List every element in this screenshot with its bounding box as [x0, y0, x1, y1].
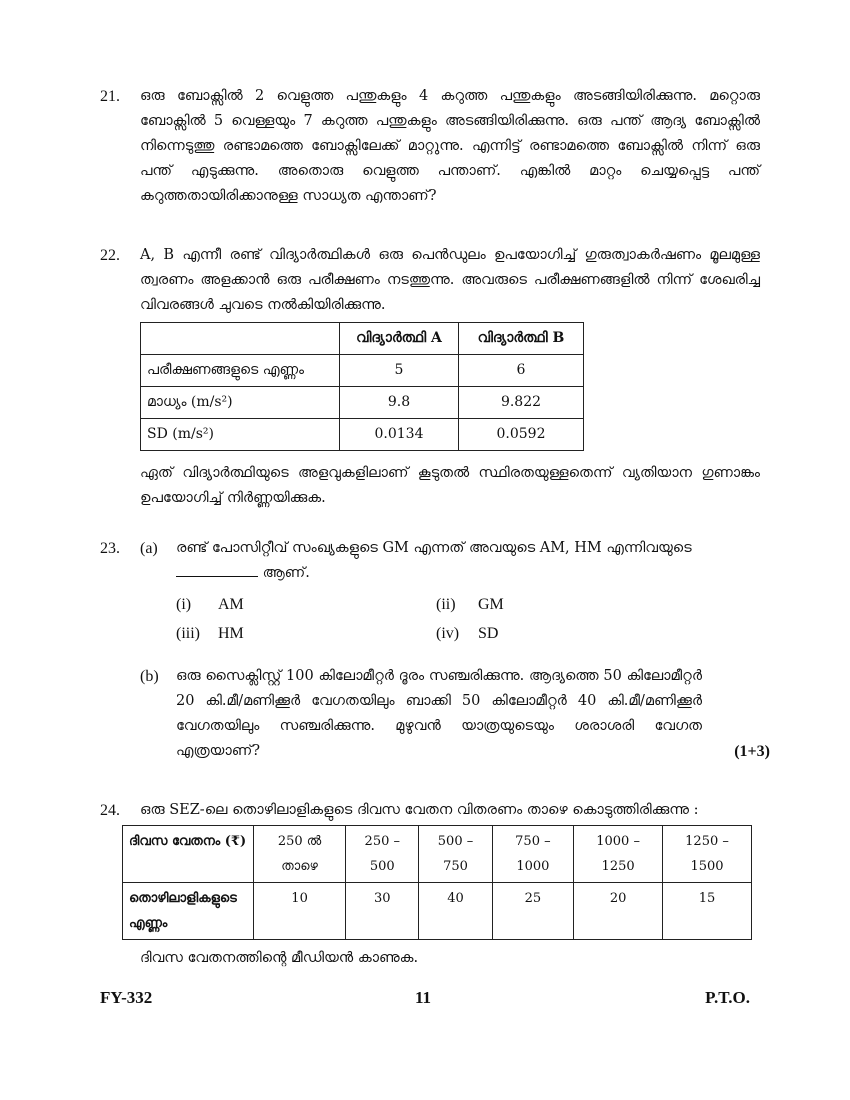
- class-interval: 1000 – 1250: [574, 826, 663, 883]
- sub-question-label: (b): [140, 668, 159, 685]
- table-header-row: [141, 323, 584, 355]
- frequency: 25: [492, 883, 574, 940]
- option: (ii) GM: [436, 596, 504, 613]
- page-number: 11: [415, 988, 432, 1007]
- frequency: 40: [419, 883, 492, 940]
- question-number: 22.: [100, 247, 120, 264]
- question-21: [100, 84, 760, 209]
- class-interval: 1250 – 1500: [663, 826, 752, 883]
- data-table: [140, 322, 584, 451]
- question-text: ഒരു SEZ-ലെ തൊഴിലാളികളുടെ ദിവസ വേതന വിതരണം താഴെ കൊടുത്തിരിക്കുന്നു :: [140, 802, 699, 818]
- question-text: രണ്ട് പോസിറ്റീവ് സംഖ്യകളുടെ GM എന്നത് അവയുടെ AM, HM എന്നിവയുടെ: [176, 540, 692, 556]
- question-text-end: ആണ്.: [262, 565, 310, 581]
- question-number: 21.: [100, 88, 120, 105]
- class-interval: 250 ൽ താഴെ: [254, 826, 346, 883]
- frequency: 30: [346, 883, 419, 940]
- answer-blank: [176, 562, 258, 577]
- table-cell: 5: [340, 355, 459, 387]
- sub-question-label: (a): [140, 540, 158, 557]
- footer-code: FY-332: [100, 988, 153, 1007]
- wage-table: [122, 825, 752, 940]
- question-number: 23.: [100, 540, 120, 557]
- table-cell: 0.0592: [459, 419, 584, 451]
- option: (iii) HM: [176, 625, 244, 642]
- table-row: [141, 355, 584, 387]
- table-header: [141, 323, 340, 355]
- class-interval: 750 – 1000: [492, 826, 574, 883]
- question-instruction: ഏത് വിദ്യാർത്ഥിയുടെ അളവുകളിലാണ് കൂടുതൽ സ്ഥിരതയുള്ളതെന്ന് വ്യതിയാന ഗുണാങ്കം ഉപയോഗിച്ച് നിർണ്ണയിക്കുക.: [140, 465, 760, 506]
- option: (i) AM: [176, 596, 244, 613]
- frequency: 15: [663, 883, 752, 940]
- question-number: 24.: [100, 802, 120, 819]
- table-cell: 0.0134: [340, 419, 459, 451]
- table-cell: 6: [459, 355, 584, 387]
- row-label: ദിവസ വേതനം (₹): [123, 826, 254, 883]
- frequency: 20: [574, 883, 663, 940]
- table-cell: SD (m/s²): [141, 419, 340, 451]
- table-row: [141, 387, 584, 419]
- table-row: [141, 419, 584, 451]
- pto-label: P.T.O.: [705, 988, 750, 1007]
- table-header: വിദ്യാർത്ഥി B: [459, 323, 584, 355]
- question-22: [100, 243, 760, 511]
- frequency: 10: [254, 883, 346, 940]
- question-text: ഒരു സൈക്ലിസ്റ്റ് 100 കിലോമീറ്റർ ദൂരം സഞ്ചരിക്കുന്നു. ആദ്യത്തെ 50 കിലോമീറ്റർ 20 കി.മീ/മണിക്കൂർ വേഗതയിലും ബാക്കി 50 കിലോമീറ്റർ 40 കി.മീ/മണിക്കൂർ വേഗതയിലും സഞ്ചരിക്കുന്നു. മുഴുവൻ യാത്രയുടെയും ശരാശരി വേഗത എത്രയാണ്?: [176, 668, 702, 759]
- question-23: [100, 536, 770, 764]
- table-row: [123, 883, 752, 940]
- sub-question-b: [140, 664, 770, 764]
- table-cell: 9.822: [459, 387, 584, 419]
- table-cell: മാധ്യം (m/s²): [141, 387, 340, 419]
- question-instruction: ദിവസ വേതനത്തിന്റെ മീഡിയൻ കാണുക.: [140, 950, 419, 966]
- question-text: ഒരു ബോക്സിൽ 2 വെളുത്ത പന്തുകളും 4 കറുത്ത പന്തുകളും അടങ്ങിയിരിക്കുന്നു. മറ്റൊരു ബോക്സിൽ 5 വെള്ളയും 7 കറുത്ത പന്തുകളും അടങ്ങിയിരിക്കുന്നു. ഒരു പന്ത് ആദ്യ ബോക്സിൽ നിന്നെടുത്തു രണ്ടാമത്തെ ബോക്സിലേക്ക് മാറ്റുന്നു. എന്നിട്ട് രണ്ടാമത്തെ ബോക്സിൽ നിന്ന് ഒരു പന്ത് എടുക്കുന്നു. അതൊരു വെളുത്ത പന്താണ്. എങ്കിൽ മാറ്റം ചെയ്യപ്പെട്ട പന്ത് കറുത്തതായിരിക്കാനുള്ള സാധ്യത എന്താണ്?: [140, 88, 760, 204]
- marks-label: (1+3): [734, 743, 770, 760]
- class-interval: 250 – 500: [346, 826, 419, 883]
- table-cell: പരീക്ഷണങ്ങളുടെ എണ്ണം: [141, 355, 340, 387]
- question-24: [100, 798, 760, 971]
- option: (iv) SD: [436, 625, 499, 642]
- sub-question-a: [140, 536, 760, 646]
- table-cell: 9.8: [340, 387, 459, 419]
- table-header: വിദ്യാർത്ഥി A: [340, 323, 459, 355]
- question-text: A, B എന്നീ രണ്ട് വിദ്യാർത്ഥികൾ ഒരു പെൻഡുലം ഉപയോഗിച്ച് ഗുരുത്വാകർഷണം മൂലമുള്ള ത്വരണം അളക്കാൻ ഒരു പരീക്ഷണം നടത്തുന്നു. അവരുടെ പരീക്ഷണങ്ങളിൽ നിന്ന് ശേഖരിച്ച വിവരങ്ങൾ ചുവടെ നൽകിയിരിക്കുന്നു.: [140, 247, 760, 313]
- options-list: [176, 592, 760, 646]
- table-row: [123, 826, 752, 883]
- class-interval: 500 – 750: [419, 826, 492, 883]
- row-label: തൊഴിലാളികളുടെ എണ്ണം: [123, 883, 254, 940]
